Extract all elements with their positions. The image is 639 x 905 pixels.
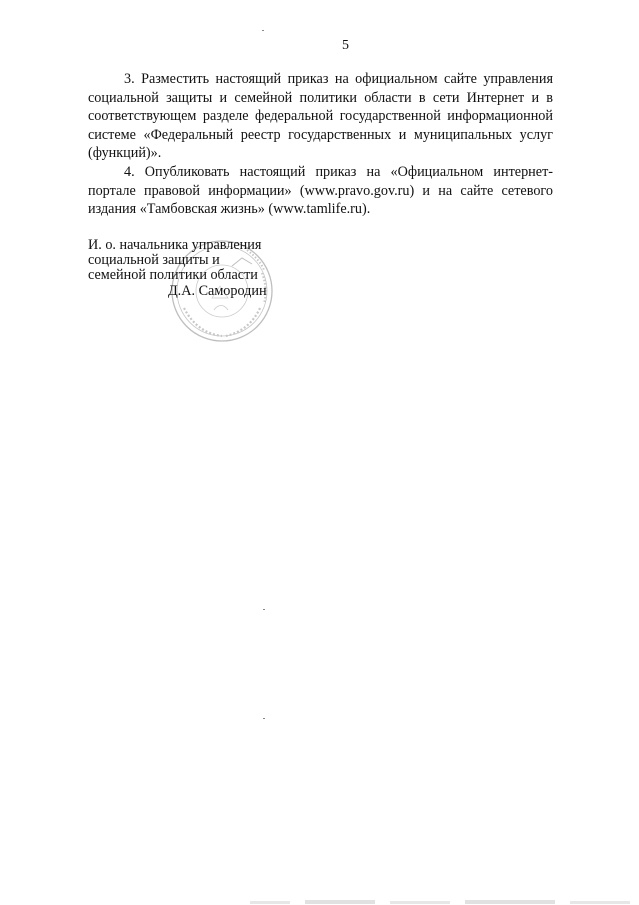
signer-position-line-1: И. о. начальника управления xyxy=(88,237,262,253)
scan-speck xyxy=(262,30,264,31)
scan-speck xyxy=(263,609,265,610)
signer-position-line-2: социальной защиты и xyxy=(88,252,220,269)
page-number: 5 xyxy=(342,38,349,53)
document-body xyxy=(88,70,553,219)
paragraph-item-4: 4. Опубликовать настоящий приказ на «Официальном интернет-портале правовой информации» (www.pravo.gov.ru) и на сайте сетевого издания «Тамбовская жизнь» (www.tamlife.ru). xyxy=(88,163,553,218)
scan-speck xyxy=(263,718,265,719)
signer-position-line-3: семейной политики области xyxy=(88,267,258,284)
paragraph-item-3: 3. Разместить настоящий приказ на официальном сайте управления социальной защиты и семейной политики области в сети Интернет и в соответствующем разделе федеральной государственной информационной системе «Федеральный реестр государственных и муниципальных услуг (функций)». xyxy=(88,71,553,162)
signature-block xyxy=(88,238,288,299)
signer-name: Д.А. Самородин xyxy=(168,282,267,299)
scan-bottom-edge xyxy=(250,898,639,905)
